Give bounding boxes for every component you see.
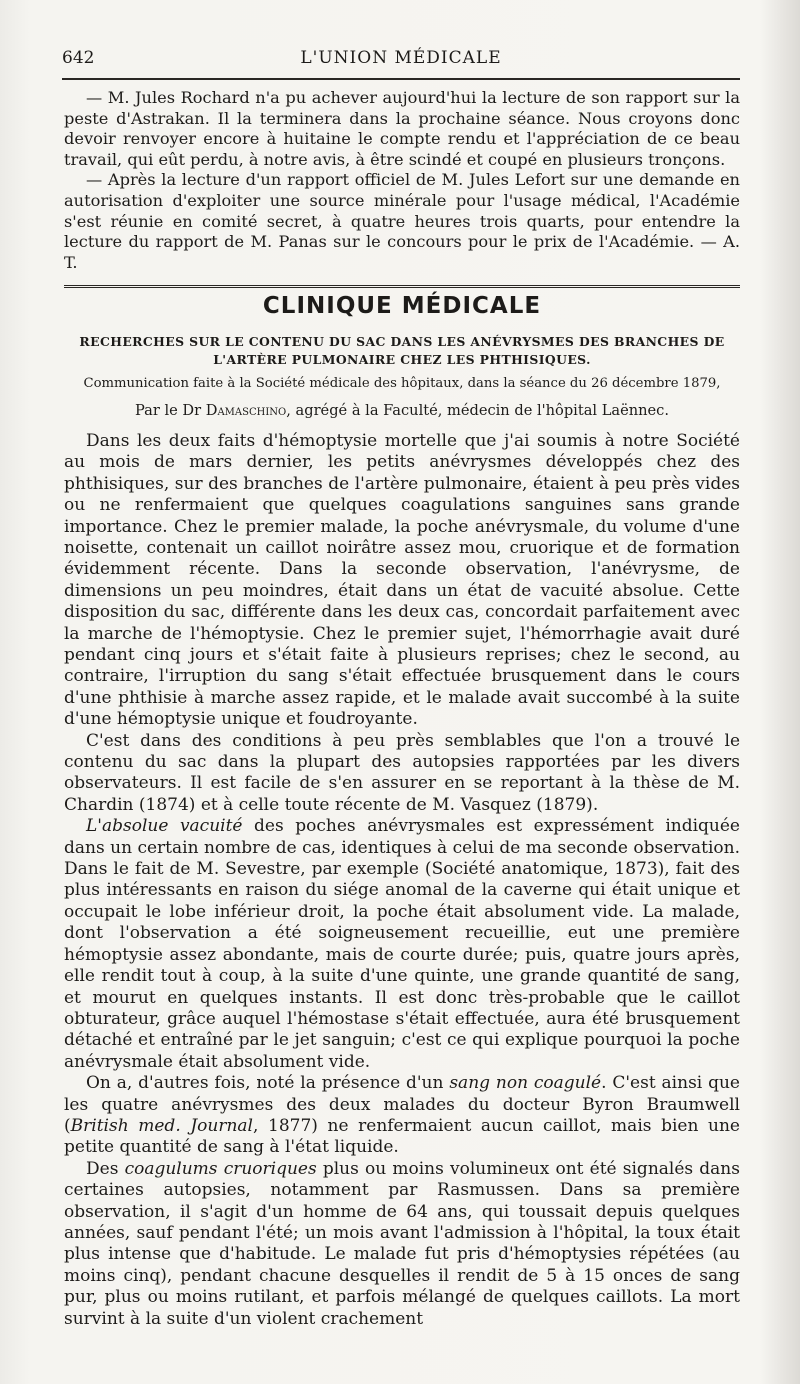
article-title-line-1: RECHERCHES SUR LE CONTENU DU SAC DANS LES ANÉVRYSMES DES BRANCHES DE [79,333,725,349]
intro-paragraph-1: — M. Jules Rochard n'a pu achever aujourd'hui la lecture de son rapport sur la peste d'Astrakan. Il la terminera dans la prochaine séance. Nous croyons donc devoir renvoyer encore à huitaine le compte rendu et l'appréciation de ce beau travail, qui eût perdu, à notre avis, à être scindé et coupé en plusieurs tronçons. [64,88,740,169]
paragraph-1: Dans les deux faits d'hémoptysie mortelle que j'ai soumis à notre Société au mois de mars dernier, les petits anévrysmes développés chez des phthisiques, sur des branches de l'artère pulmonaire, étaient à peu près vides ou ne renfermaient que quelques coagulations sanguines sans grande importance. Chez le premier malade, la poche anévrysmale, du volume d'une noisette, contenait un caillot noirâtre assez mou, cruorique et de formation évidemment récente. Dans la seconde observation, l'anévrysme, de dimensions un peu moindres, était dans un état de vacuité absolue. Cette disposition du sac, différente dans les deux cas, concordait parfaitement avec la marche de l'hémoptysie. Chez le premier sujet, l'hémorrhagie avait duré pendant cinq jours et s'était faite à plusieurs reprises; chez le second, au contraire, l'irruption du sang s'était effectuée brusquement dans le cours d'une phthisie à marche assez rapide, et le malade avait succombé à la suite d'une hémoptysie unique et foudroyante. [64,430,740,730]
paragraph-5 [64,1159,740,1330]
paragraph-4-text-c: , 1877) ne renfermaient aucun caillot, mais bien une petite quantité de sang à l'état liquide. [64,1115,740,1158]
paragraph-4-text-a: On a, d'autres fois, noté la présence d'un [86,1073,450,1094]
communication-note: Communication faite à la Société médicale des hôpitaux, dans la séance du 26 décembre 1879, [83,375,721,391]
section-title: CLINIQUE MÉDICALE [262,293,542,320]
article-title [64,333,740,369]
author-suffix: , agrégé à la Faculté, médecin de l'hôpital Laënnec. [286,401,669,419]
text-column [64,88,740,1330]
author-prefix: Par le Dr [135,401,202,419]
paragraph-4 [64,1073,740,1159]
paragraph-2: C'est dans des conditions à peu près semblables que l'on a trouvé le contenu du sac dans la plupart des autopsies rapportées par les divers observateurs. Il est facile de s'en assurer en se reportant à la thèse de M. Chardin (1874) et à celle toute récente de M. Vasquez (1879). [64,730,740,815]
paragraph-4-text-b: . C'est ainsi que les quatre anévrysmes des deux malades du docteur Byron Braumwell ( [64,1073,740,1136]
paragraph-3-text: des poches anévrysmales est expressément indiquée dans un certain nombre de cas, identiques à celui de ma seconde observation. Dans le fait de M. Sevestre, par exemple (Société anatomique, 1873), fait des plus intéressants en raison du siége anomal de la caverne qui était unique et occupait le lobe inférieur droit, la poche était absolument vide. La malade, dont l'observation a été soigneusement recueillie, eut une première hémoptysie assez abondante, mais de courte durée; puis, quatre jours après, elle rendit tout à coup, à la suite d'une quinte, une grande quantité de sang, et mourut en quelques instants. Il est donc très-probable que le caillot obturateur, grâce auquel l'hémostase s'était effectuée, aura été brusquement détaché et entraîné par le jet sanguin; c'est ce qui explique pourquoi la poche anévrysmale était absolument vide. [64,816,740,1072]
article-body [64,431,740,1330]
page-number: 642 [62,48,95,68]
paragraph-5-emphasis: coagulums cruoriques [124,1158,317,1179]
page-header [62,44,740,74]
header-rule [62,78,740,80]
intro-paragraph-2: — Après la lecture d'un rapport officiel de M. Jules Lefort sur une demande en autorisation d'exploiter une source minérale pour l'usage médical, l'Académie s'est réunie en comité secret, à quatre heures trois quarts, pour entendre la lecture du rapport de M. Panas sur le concours pour le prix de l'Académie. — A. T. [64,170,740,272]
paragraph-5-text-a: Des [86,1158,125,1179]
author-line [64,401,740,421]
paragraph-4-emphasis-2: British med. Journal [70,1115,253,1136]
paragraph-4-emphasis-1: sang non coagulé [449,1073,602,1094]
author-name: Damaschino [205,401,287,419]
section-rule [64,285,740,288]
paragraph-5-text-b: plus ou moins volumineux ont été signalés dans certaines autopsies, notamment par Rasmussen. Dans sa première observation, il s'agit d'un homme de 64 ans, qui toussait depuis quelques années, sauf pendant l'été; un mois avant l'admission à l'hôpital, la toux était plus intense que d'habitude. Le malade fut pris d'hémoptysies répétées (au moins cinq), pendant chacune desquelles il rendit de 5 à 15 onces de sang pur, plus ou moins rutilant, et parfois mélangé de quelques caillots. La mort survint à la suite d'un violent crachement [64,1158,740,1329]
running-title: L'UNION MÉDICALE [300,48,502,68]
paragraph-3-emphasis: L'absolue vacuité [86,816,243,837]
article-title-line-2: L'ARTÈRE PULMONAIRE CHEZ LES PHTHISIQUES. [213,351,591,367]
paragraph-3 [64,816,740,1073]
